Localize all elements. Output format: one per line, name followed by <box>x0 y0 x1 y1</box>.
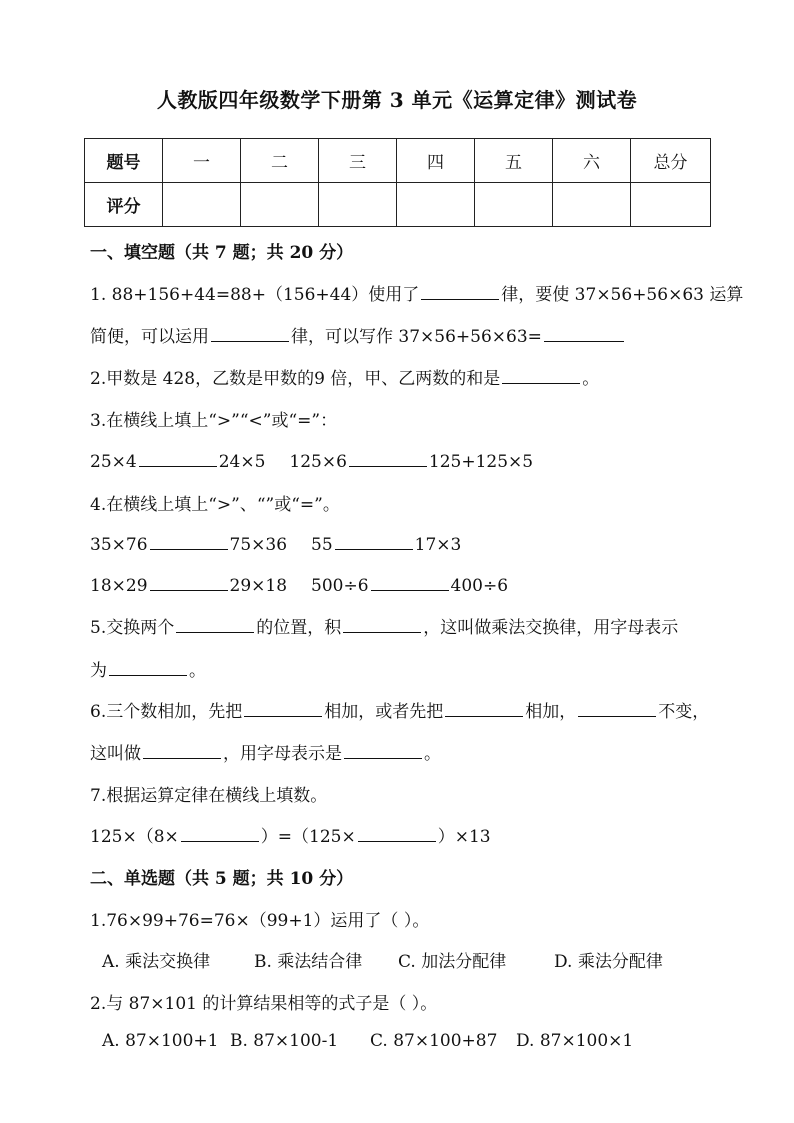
expr: 24×5 <box>218 451 266 472</box>
q1-text: 简便，可以运用 <box>90 327 209 347</box>
question-1-line-1 <box>90 280 743 305</box>
q5-text: 为 <box>90 661 107 681</box>
score-cell[interactable] <box>553 183 631 227</box>
answer-blank[interactable] <box>109 657 187 676</box>
answer-blank[interactable] <box>358 823 436 842</box>
option-d[interactable]: D. 乘法分配律 <box>554 952 663 972</box>
answer-blank[interactable] <box>244 698 322 717</box>
score-cell[interactable] <box>319 183 397 227</box>
answer-blank[interactable] <box>349 448 427 467</box>
expr: 400÷6 <box>450 575 509 596</box>
answer-blank[interactable] <box>150 572 228 591</box>
expr: 75×36 <box>229 534 288 555</box>
mc-question-2-options <box>102 1031 633 1051</box>
q6-text: ，用字母表示是 <box>223 744 342 764</box>
q2-text: 。 <box>582 369 600 389</box>
q5-text: 5.交换两个 <box>90 618 175 638</box>
score-row-label: 评分 <box>85 183 163 227</box>
score-cell[interactable] <box>631 183 711 227</box>
q1-text: 律，要使 37×56+56×63 运算 <box>501 285 744 305</box>
expr: 17×3 <box>414 534 462 555</box>
option-b[interactable]: B. 87×100-1 <box>230 1031 339 1051</box>
section1-heading: 一、填空题（共 7 题；共 20 分） <box>90 243 354 263</box>
question-2 <box>90 364 599 389</box>
answer-blank[interactable] <box>211 323 289 342</box>
answer-blank[interactable] <box>502 365 580 384</box>
answer-blank[interactable] <box>335 531 413 550</box>
option-b[interactable]: B. 乘法结合律 <box>254 952 363 972</box>
q6-text: 这叫做 <box>90 744 141 764</box>
answer-blank[interactable] <box>371 572 449 591</box>
mc-question-2: 2.与 87×101 的计算结果相等的式子是（ ）。 <box>90 994 438 1014</box>
score-cell[interactable] <box>475 183 553 227</box>
score-cell[interactable] <box>241 183 319 227</box>
score-table <box>84 138 711 227</box>
q6-text: 相加， <box>525 702 577 722</box>
q6-text: 相加，或者先把 <box>324 702 444 722</box>
q1-text: 1. 88+156+44=88+（156+44）使用了 <box>90 285 420 305</box>
question-6-line-2 <box>90 739 441 764</box>
expr: 35×76 <box>90 534 148 555</box>
section2-heading: 二、单选题（共 5 题；共 10 分） <box>90 869 354 889</box>
mc-question-1: 1.76×99+76=76×（99+1）运用了（ ）。 <box>90 911 430 931</box>
question-4: 4.在横线上填上“>”、“”或“=”。 <box>90 495 340 515</box>
option-c[interactable]: C. 87×100+87 <box>370 1031 498 1051</box>
answer-blank[interactable] <box>176 614 254 633</box>
answer-blank[interactable] <box>150 531 228 550</box>
question-1-line-2 <box>90 322 626 347</box>
q1-text: 律，可以写作 37×56+56×63= <box>291 327 542 347</box>
answer-blank[interactable] <box>421 281 499 300</box>
expr: 125×6 <box>289 451 347 472</box>
score-cell[interactable] <box>163 183 241 227</box>
question-4-row-1 <box>90 531 461 555</box>
option-d[interactable]: D. 87×100×1 <box>516 1031 634 1051</box>
answer-blank[interactable] <box>544 323 624 342</box>
expr: 125×（8× <box>90 827 179 847</box>
answer-blank[interactable] <box>181 823 259 842</box>
header-cell: 一 <box>163 139 241 183</box>
expr: ）×13 <box>437 827 491 847</box>
q5-text: ，这叫做乘法交换律，用字母表示 <box>423 618 679 638</box>
option-a[interactable]: A. 87×100+1 <box>102 1031 219 1051</box>
score-table-score-row <box>85 183 711 227</box>
answer-blank[interactable] <box>143 740 221 759</box>
answer-blank[interactable] <box>344 740 422 759</box>
answer-blank[interactable] <box>139 448 217 467</box>
question-3: 3.在横线上填上“>”“<”或“=”： <box>90 411 338 431</box>
expr: 500÷6 <box>311 575 369 596</box>
q5-text: 的位置，积 <box>256 618 342 638</box>
score-cell[interactable] <box>397 183 475 227</box>
option-c[interactable]: C. 加法分配律 <box>398 952 507 972</box>
expr: 18×29 <box>90 575 148 596</box>
expr: 29×18 <box>229 575 288 596</box>
header-cell: 四 <box>397 139 475 183</box>
score-table-header-row <box>85 139 711 183</box>
question-4-row-2 <box>90 572 508 596</box>
question-5-line-2 <box>90 656 206 681</box>
answer-blank[interactable] <box>578 698 656 717</box>
q2-text: 2.甲数是 428，乙数是甲数的9 倍，甲、乙两数的和是 <box>90 369 501 389</box>
q6-text: 6.三个数相加，先把 <box>90 702 243 722</box>
header-cell-label: 题号 <box>85 139 163 183</box>
question-6-line-1 <box>90 697 709 722</box>
header-cell: 总分 <box>631 139 711 183</box>
question-3-row-1 <box>90 448 533 472</box>
question-7-equation <box>90 822 491 847</box>
expr: 125+125×5 <box>428 451 534 472</box>
expr: ）=（125× <box>260 827 356 847</box>
expr: 25×4 <box>90 451 137 472</box>
question-5-line-1 <box>90 613 678 638</box>
answer-blank[interactable] <box>343 614 421 633</box>
question-7: 7.根据运算定律在横线上填数。 <box>90 786 328 806</box>
mc-question-1-options <box>102 947 663 972</box>
option-a[interactable]: A. 乘法交换律 <box>102 952 211 972</box>
header-cell: 二 <box>241 139 319 183</box>
header-cell: 五 <box>475 139 553 183</box>
q6-text: 。 <box>424 744 441 764</box>
page-title: 人教版四年级数学下册第 3 单元《运算定律》测试卷 <box>156 88 638 112</box>
q6-text: 不变， <box>658 702 710 722</box>
expr: 55 <box>311 534 333 555</box>
header-cell: 三 <box>319 139 397 183</box>
header-cell: 六 <box>553 139 631 183</box>
q5-text: 。 <box>189 661 206 681</box>
answer-blank[interactable] <box>445 698 523 717</box>
